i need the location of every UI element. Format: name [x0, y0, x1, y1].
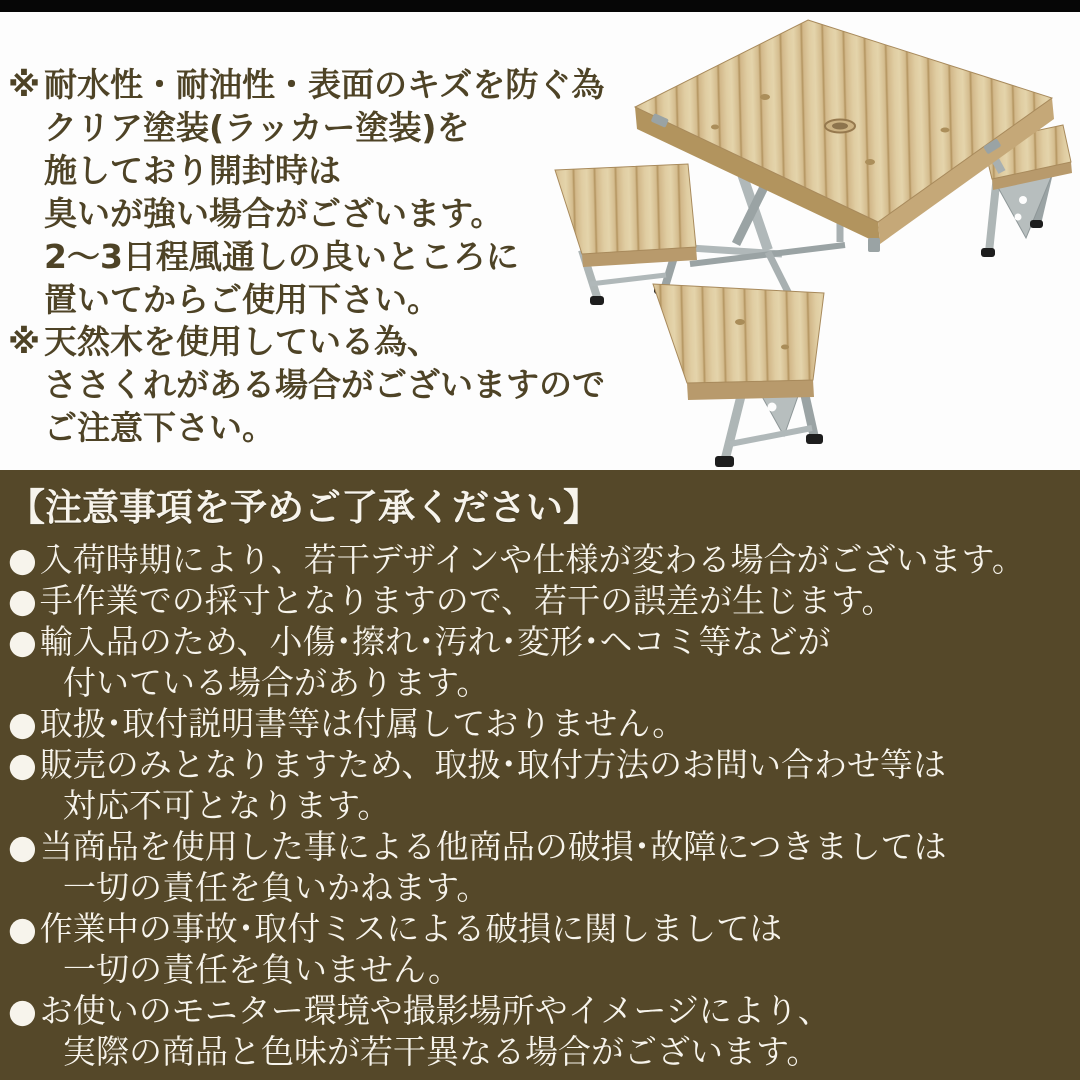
- notice-text: 輸入品のため、小傷･擦れ･汚れ･変形･ヘコミ等などが: [39, 622, 831, 661]
- front-seat: [653, 284, 824, 467]
- note-line: 置いてからご使用下さい。: [44, 280, 440, 319]
- reference-mark-icon: ※: [8, 65, 41, 104]
- notice-item: [8, 703, 1072, 744]
- note-line: ご注意下さい。: [44, 408, 275, 447]
- notice-item: [8, 621, 1072, 703]
- notice-text: 販売のみとなりますため、取扱･取付方法のお問い合わせ等は: [39, 745, 946, 784]
- note-line: [8, 320, 605, 363]
- note-line: [8, 63, 604, 106]
- bullet-icon: ●: [8, 581, 37, 620]
- notice-text: 作業中の事故･取付ミスによる破損に関しましては: [39, 909, 783, 948]
- notice-item: [8, 539, 1072, 580]
- notice-item: [8, 826, 1072, 908]
- reference-mark-icon: ※: [8, 322, 41, 361]
- note-text: 天然木を使用している為、: [44, 322, 440, 361]
- notice-text: 手作業での採寸となりますので、若干の誤差が生じます。: [39, 581, 895, 620]
- bullet-icon: ●: [8, 622, 37, 661]
- notice-panel-title: 【注意事項を予めご了承ください】: [8, 486, 600, 529]
- top-black-bar: [0, 0, 1080, 12]
- bullet-icon: ●: [8, 540, 37, 579]
- notice-panel: [0, 470, 1080, 1080]
- notice-text-continuation: 実際の商品と色味が若干異なる場合がございます。: [63, 1032, 820, 1071]
- notice-text: 取扱･取付説明書等は付属しておりません。: [39, 704, 686, 743]
- bullet-icon: ●: [8, 704, 37, 743]
- notice-item: [8, 744, 1072, 826]
- notice-text: 当商品を使用した事による他商品の破損･故障につきましては: [39, 827, 947, 866]
- picnic-table-photo: [540, 12, 1080, 470]
- center-latch: [868, 238, 880, 252]
- note-text: 耐水性・耐油性・表面のキズを防ぐ為: [44, 65, 605, 104]
- notice-list: [8, 539, 1072, 1072]
- notice-item: [8, 580, 1072, 621]
- note-line: 施しており開封時は: [44, 151, 341, 190]
- bullet-icon: ●: [8, 827, 37, 866]
- bullet-icon: ●: [8, 991, 37, 1030]
- note-line: 2〜3日程風通しの良いところに: [44, 237, 519, 276]
- notice-item: [8, 908, 1072, 990]
- note-line: ささくれがある場合がございますので: [44, 365, 605, 404]
- notice-text-continuation: 一切の責任を負いません。: [63, 950, 461, 989]
- bullet-icon: ●: [8, 909, 37, 948]
- notice-text-continuation: 付いている場合があります。: [63, 663, 490, 702]
- notice-text-continuation: 対応不可となります。: [63, 786, 391, 825]
- note-line: 臭いが強い場合がございます。: [44, 194, 504, 233]
- natural-wood-note: [8, 320, 605, 449]
- notice-text: お使いのモニター環境や撮影場所やイメージにより、: [39, 991, 831, 1030]
- notice-text-continuation: 一切の責任を負いかねます。: [63, 868, 490, 907]
- note-line: クリア塗装(ラッカー塗装)を: [44, 108, 470, 147]
- coating-note: [8, 63, 604, 321]
- notice-item: [8, 990, 1072, 1072]
- bullet-icon: ●: [8, 745, 37, 784]
- notice-text: 入荷時期により、若干デザインや仕様が変わる場合がございます。: [39, 540, 1025, 579]
